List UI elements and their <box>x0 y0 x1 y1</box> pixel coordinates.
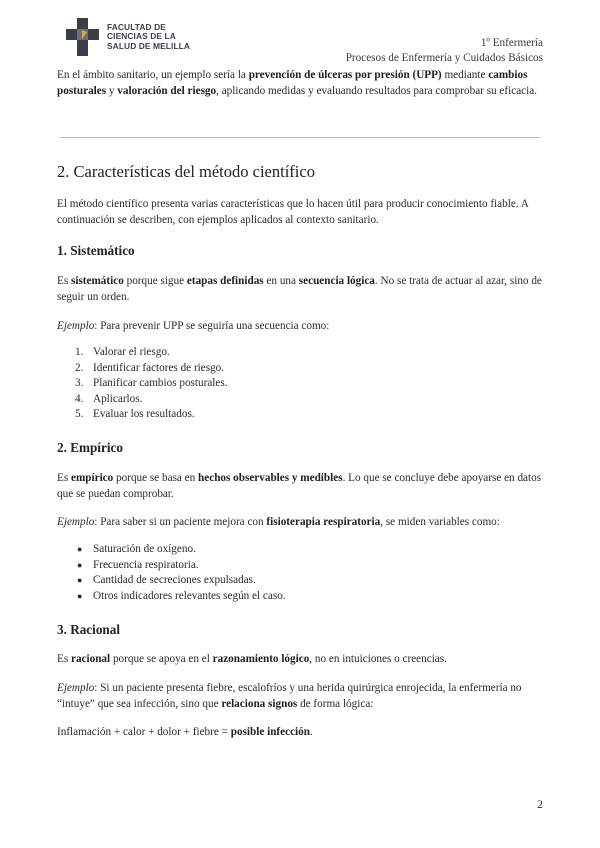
list-item-text: Aplicarlos. <box>93 392 143 405</box>
text: . <box>309 726 313 738</box>
bold-text: racional <box>70 653 111 665</box>
list-item-text: Evaluar los resultados. <box>93 408 195 420</box>
list-item-text: Planificar cambios posturales. <box>93 377 228 389</box>
bold-text: fisioterapia respiratoria <box>266 516 381 528</box>
text: : Para prevenir UPP se seguiría una secuencia como: <box>94 320 330 332</box>
logo-line: SALUD DE MELILLA <box>107 40 191 51</box>
empirico-paragraph <box>57 470 547 502</box>
faculty-logo-text <box>107 23 190 52</box>
logo-line: CIENCIAS DE LA <box>107 31 176 42</box>
text: Es <box>57 653 71 665</box>
text: y <box>106 85 118 97</box>
faculty-logo-icon <box>66 18 100 56</box>
sistematico-steps-list <box>57 345 537 423</box>
bold-text: posible infección <box>230 726 310 738</box>
text: . No se trata de actuar al azar, sino de seguir un orden. <box>57 275 542 303</box>
text: Es <box>57 472 71 484</box>
text: porque sigue <box>123 275 187 287</box>
bold-text: cambios posturales <box>57 69 528 97</box>
section-intro-text: El método científico presenta varias características que lo hacen útil para producir conocimiento fiable. A continuación se describen, con ejemplos aplicados al contexto sanitario. <box>57 198 529 226</box>
text: mediante <box>441 69 489 81</box>
list-item-text: Otros indicadores relevantes según el caso. <box>93 589 286 602</box>
bold-text: secuencia lógica <box>298 275 375 287</box>
text: , aplicando medidas y evaluando resultados para comprobar su eficacia. <box>216 85 538 97</box>
intro-paragraph <box>57 67 547 99</box>
bold-text: hechos observables y medibles <box>198 472 343 484</box>
list-item: 2. Identificar factores de riesgo. <box>75 361 225 374</box>
list-item <box>57 589 537 605</box>
logo-line: FACULTAD DE <box>107 21 166 32</box>
section-intro <box>57 196 547 228</box>
example-label: Ejemplo <box>57 516 95 528</box>
bold-text: razonamiento lógico <box>212 653 310 665</box>
bullet-icon: ● <box>77 575 83 585</box>
list-item: 1. Valorar el riesgo. <box>75 346 170 358</box>
bullet-icon: ● <box>77 544 83 554</box>
bullet-icon: ● <box>77 559 83 570</box>
list-item-text: Saturación de oxígeno. <box>93 543 196 555</box>
bold-text: prevención de úlceras por presión (UPP) <box>248 69 442 81</box>
bold-text: etapas definidas <box>186 275 264 287</box>
empirico-example <box>57 514 547 530</box>
list-item: 3. Planificar cambios posturales. <box>75 377 228 389</box>
list-item: 5. Evaluar los resultados. <box>75 408 195 420</box>
subsection-title-sistematico: 1. Sistemático <box>57 243 135 258</box>
subsection-title-empirico: 2. Empírico <box>57 440 123 455</box>
list-item <box>57 558 537 574</box>
text: : Para saber si un paciente mejora con <box>94 516 267 528</box>
example-label: Ejemplo <box>57 320 95 332</box>
text: porque se apoya en el <box>110 653 213 665</box>
text: : Si un paciente presenta fiebre, escalofríos y una herida quirúrgica enrojecida, la enfermería no “intuye” que sea infección, sino que <box>57 682 522 710</box>
list-item-text: Valorar el riesgo. <box>93 346 170 358</box>
text: porque se basa en <box>113 472 199 484</box>
text: . Lo que se concluye debe apoyarse en datos que se puedan comprobar. <box>57 472 542 500</box>
text: en una <box>263 275 299 287</box>
racional-paragraph <box>57 651 547 667</box>
text: Inflamación + calor + dolor + fiebre = <box>57 726 231 738</box>
bullet-icon: ● <box>77 590 83 601</box>
text: En el ámbito sanitario, un ejemplo sería la <box>57 69 249 81</box>
header-course-info <box>346 36 543 66</box>
text: , no en intuiciones o creencias. <box>309 653 447 665</box>
horizontal-rule <box>60 137 540 138</box>
example-label: Ejemplo <box>57 682 95 694</box>
list-item <box>57 542 537 558</box>
subject-label: Procesos de Enfermería y Cuidados Básicos <box>345 52 543 64</box>
text: , se miden variables como: <box>380 516 500 528</box>
sistematico-paragraph <box>57 273 547 305</box>
bold-text: empírico <box>70 472 114 484</box>
list-item-text: Frecuencia respiratoria. <box>93 558 199 571</box>
text: Es <box>57 275 71 287</box>
course-label: 1º Enfermería <box>480 37 543 49</box>
racional-example <box>57 680 547 712</box>
list-item-text: Cantidad de secreciones expulsadas. <box>93 574 256 586</box>
sistematico-example <box>57 318 547 334</box>
list-item-text: Identificar factores de riesgo. <box>93 361 225 374</box>
bold-text: valoración del riesgo <box>117 85 217 97</box>
bold-text: sistemático <box>70 275 124 287</box>
faculty-logo <box>66 18 190 56</box>
bold-text: relaciona signos <box>221 698 298 710</box>
text: de forma lógica: <box>297 698 374 710</box>
list-item <box>57 573 537 589</box>
page-number: 2 <box>537 797 543 811</box>
empirico-variables-list <box>57 542 537 604</box>
list-item: 4. Aplicarlos. <box>75 392 143 405</box>
racional-formula <box>57 724 547 740</box>
section-title: 2. Características del método científico <box>57 162 315 181</box>
subsection-title-racional: 3. Racional <box>57 622 121 637</box>
